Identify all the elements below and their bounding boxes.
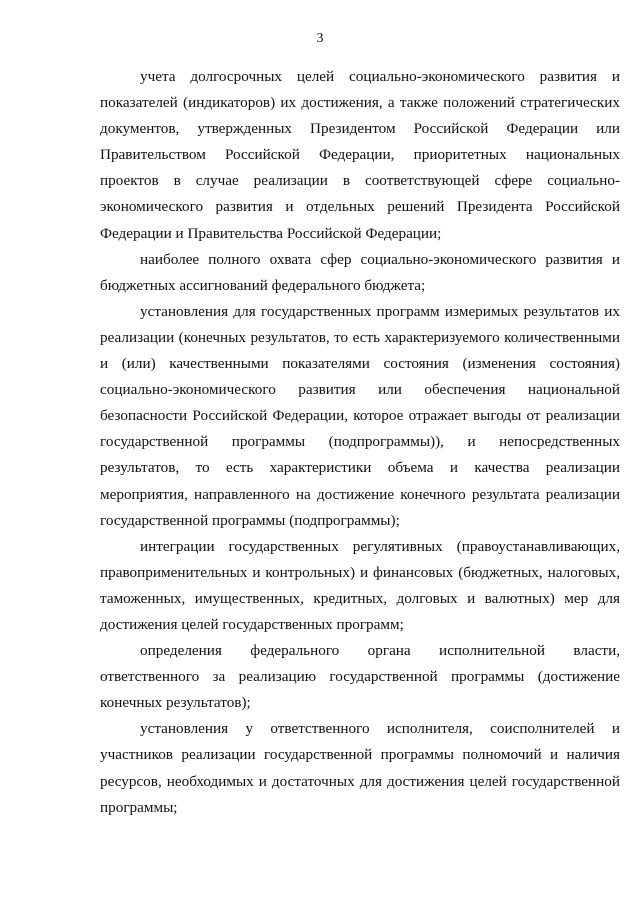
paragraph-responsible-authority: определения федерального органа исполнительной власти, ответственного за реализацию государственной программы (достижение конечных результатов); xyxy=(100,642,620,712)
paragraph-measurable-results: установления для государственных программ измеримых результатов их реализации (конечных результатов, то есть характеризуемого количественными и (или) качественными показателями состояния (изменения состояния) социально-экономического развития или обеспечения национальной безопасности Российской Федерации, которое отражает выгоды от реализации государственной программы (подпрограммы)), и непосредственных результатов, то есть характеристики объема и качества реализации мероприятия, направленного на достижение конечного результата реализации государственной программы (подпрограммы); xyxy=(100,302,620,529)
document-body xyxy=(100,64,620,821)
paragraph-long-term-goals: учета долгосрочных целей социально-экономического развития и показателей (индикаторов) их достижения, а также положений стратегических документов, утвержденных Президентом Российской Федерации или Правительством Российской Федерации, приоритетных национальных проектов в случае реализации в соответствующей сфере социально-экономического развития и отдельных решений Президента Российской Федерации и Правительства Российской Федерации; xyxy=(100,68,620,242)
paragraph-full-coverage: наиболее полного охвата сфер социально-экономического развития и бюджетных ассигнований федерального бюджета; xyxy=(100,250,620,294)
paragraph-executor-powers: установления у ответственного исполнителя, соисполнителей и участников реализации государственной программы полномочий и наличия ресурсов, необходимых и достаточных для достижения целей государственной программы; xyxy=(100,720,620,816)
page-number: 3 xyxy=(316,31,324,46)
paragraph-integration-measures: интеграции государственных регулятивных (правоустанавливающих, правоприменительных и контрольных) и финансовых (бюджетных, налоговых, таможенных, имущественных, кредитных, долговых и валютных) мер для достижения целей государственных программ; xyxy=(100,537,620,633)
